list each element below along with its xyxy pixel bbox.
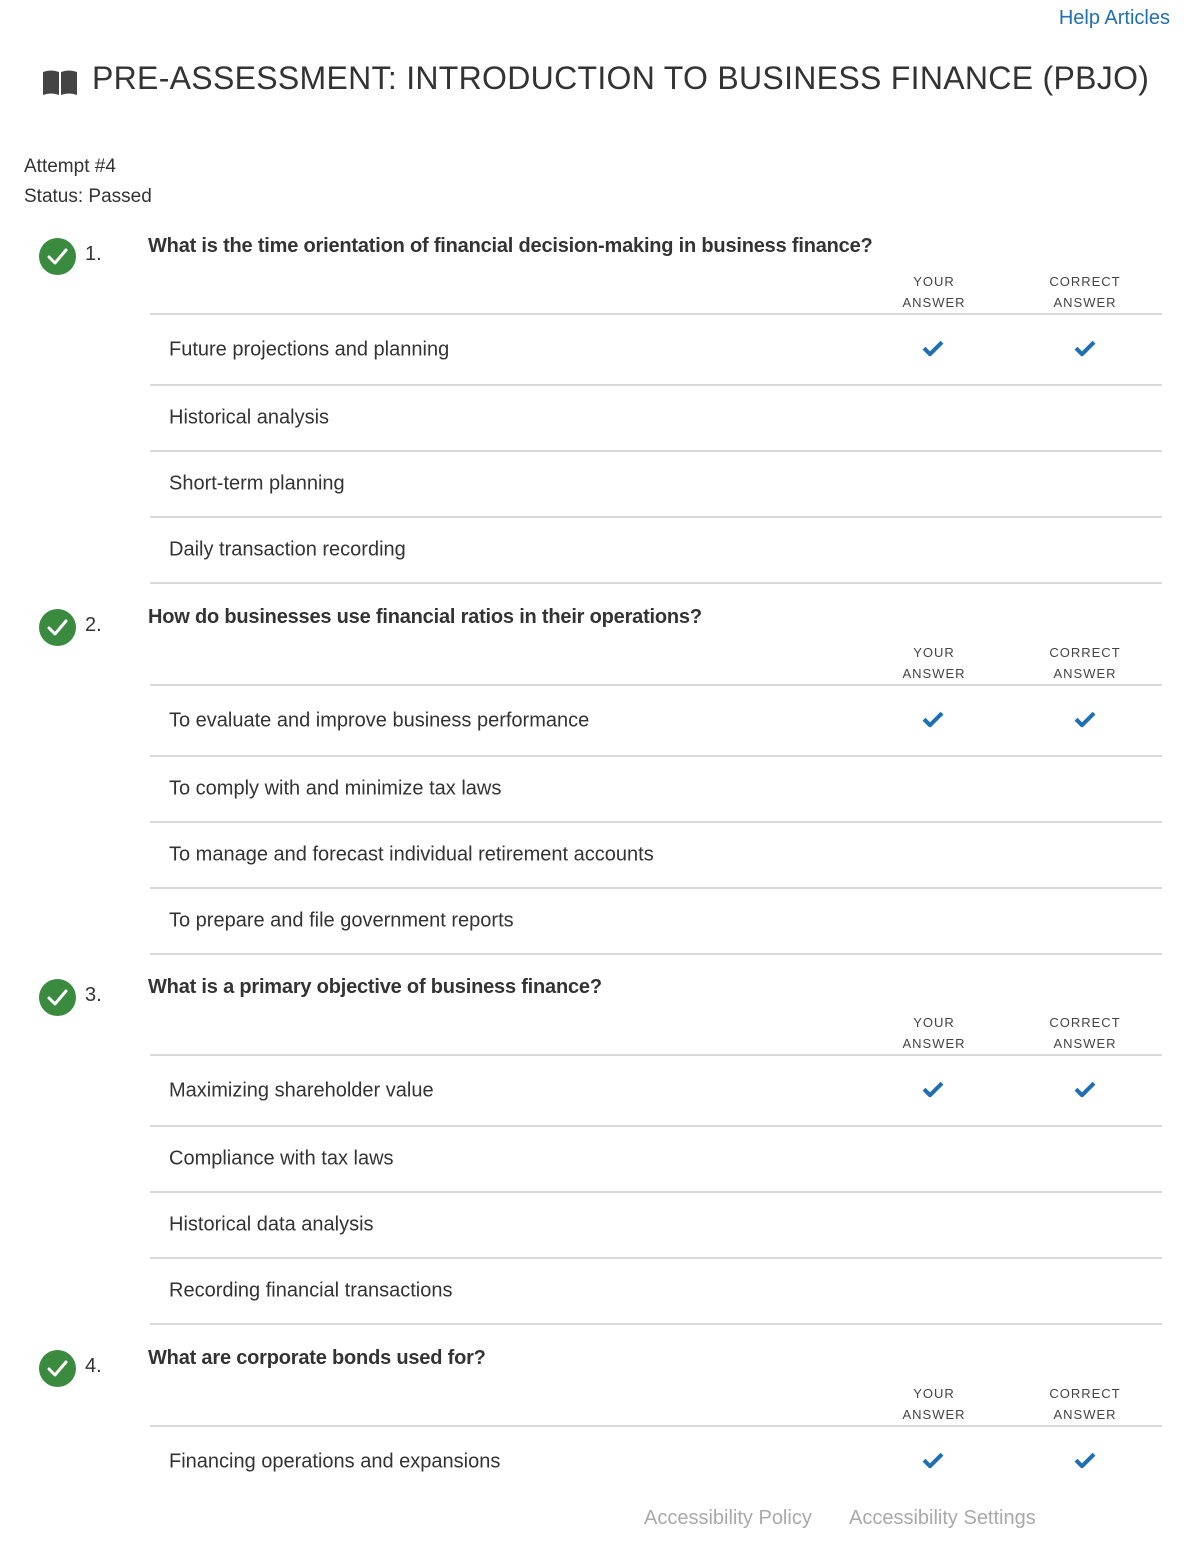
correct-answer-check-icon (1074, 339, 1096, 357)
correct-answer-check-icon (1074, 710, 1096, 728)
answer-text: To evaluate and improve business performance (169, 709, 590, 731)
your-answer-header: YOUR ANSWER (902, 1015, 966, 1051)
your-answer-check-icon (922, 1080, 944, 1098)
answer-row (150, 889, 1162, 955)
answer-row (150, 386, 1162, 452)
attempt-status: Status: Passed (24, 186, 152, 207)
question-text: How do businesses use financial ratios in their operations? (148, 606, 702, 628)
help-articles-link[interactable]: Help Articles (1058, 7, 1170, 29)
your-answer-check-icon (922, 1451, 944, 1469)
answer-row (150, 686, 1162, 757)
your-answer-header: YOUR ANSWER (902, 274, 966, 310)
answer-row (150, 1193, 1162, 1259)
correct-answer-header: CORRECT ANSWER (1049, 1386, 1121, 1422)
answer-table (150, 1425, 1162, 1496)
answer-row (150, 757, 1162, 823)
accessibility-policy-link[interactable]: Accessibility Policy (644, 1507, 812, 1529)
answer-row (150, 823, 1162, 889)
answer-text: Maximizing shareholder value (169, 1079, 434, 1101)
answer-text: Historical analysis (169, 406, 330, 429)
your-answer-header: YOUR ANSWER (902, 645, 966, 681)
passed-check-icon (39, 979, 76, 1016)
answer-table (150, 684, 1162, 955)
answer-text: Compliance with tax laws (169, 1147, 394, 1170)
question-text: What are corporate bonds used for? (148, 1347, 486, 1369)
passed-check-icon (39, 238, 76, 275)
correct-answer-check-icon (1074, 1080, 1096, 1098)
your-answer-header: YOUR ANSWER (902, 1386, 966, 1422)
answer-row (150, 1427, 1162, 1496)
answer-text: Future projections and planning (169, 338, 450, 360)
question-number: 3. (85, 984, 102, 1006)
answer-text: Recording financial transactions (169, 1279, 453, 1302)
attempt-number: Attempt #4 (24, 156, 116, 177)
answer-row (150, 452, 1162, 518)
answer-row (150, 1259, 1162, 1325)
question-number: 2. (85, 614, 102, 636)
answer-row (150, 518, 1162, 584)
book-icon (42, 68, 78, 96)
question-text: What is a primary objective of business finance? (148, 976, 602, 998)
answer-text: To manage and forecast individual retirement accounts (169, 843, 654, 866)
passed-check-icon (39, 1350, 76, 1387)
question-number: 1. (85, 243, 102, 265)
answer-text: Daily transaction recording (169, 538, 406, 561)
passed-check-icon (39, 609, 76, 646)
answer-text: Short-term planning (169, 472, 345, 495)
accessibility-settings-link[interactable]: Accessibility Settings (849, 1507, 1036, 1529)
correct-answer-header: CORRECT ANSWER (1049, 1015, 1121, 1051)
answer-row (150, 1127, 1162, 1193)
question-number: 4. (85, 1355, 102, 1377)
your-answer-check-icon (922, 339, 944, 357)
page-title-text: PRE-ASSESSMENT: INTRODUCTION TO BUSINESS FINANCE (PBJO) (92, 60, 1150, 96)
answer-table (150, 1054, 1162, 1325)
answer-text: Financing operations and expansions (169, 1450, 501, 1472)
correct-answer-header: CORRECT ANSWER (1049, 274, 1121, 310)
answer-text: To prepare and file government reports (169, 909, 514, 932)
answer-row (150, 1056, 1162, 1127)
attempt-meta (24, 152, 152, 212)
your-answer-check-icon (922, 710, 944, 728)
page-title (42, 60, 1149, 97)
answer-row (150, 315, 1162, 386)
answer-table (150, 313, 1162, 584)
answer-text: Historical data analysis (169, 1213, 374, 1236)
correct-answer-header: CORRECT ANSWER (1049, 645, 1121, 681)
answer-text: To comply with and minimize tax laws (169, 777, 502, 800)
question-text: What is the time orientation of financial decision-making in business finance? (148, 235, 873, 257)
correct-answer-check-icon (1074, 1451, 1096, 1469)
